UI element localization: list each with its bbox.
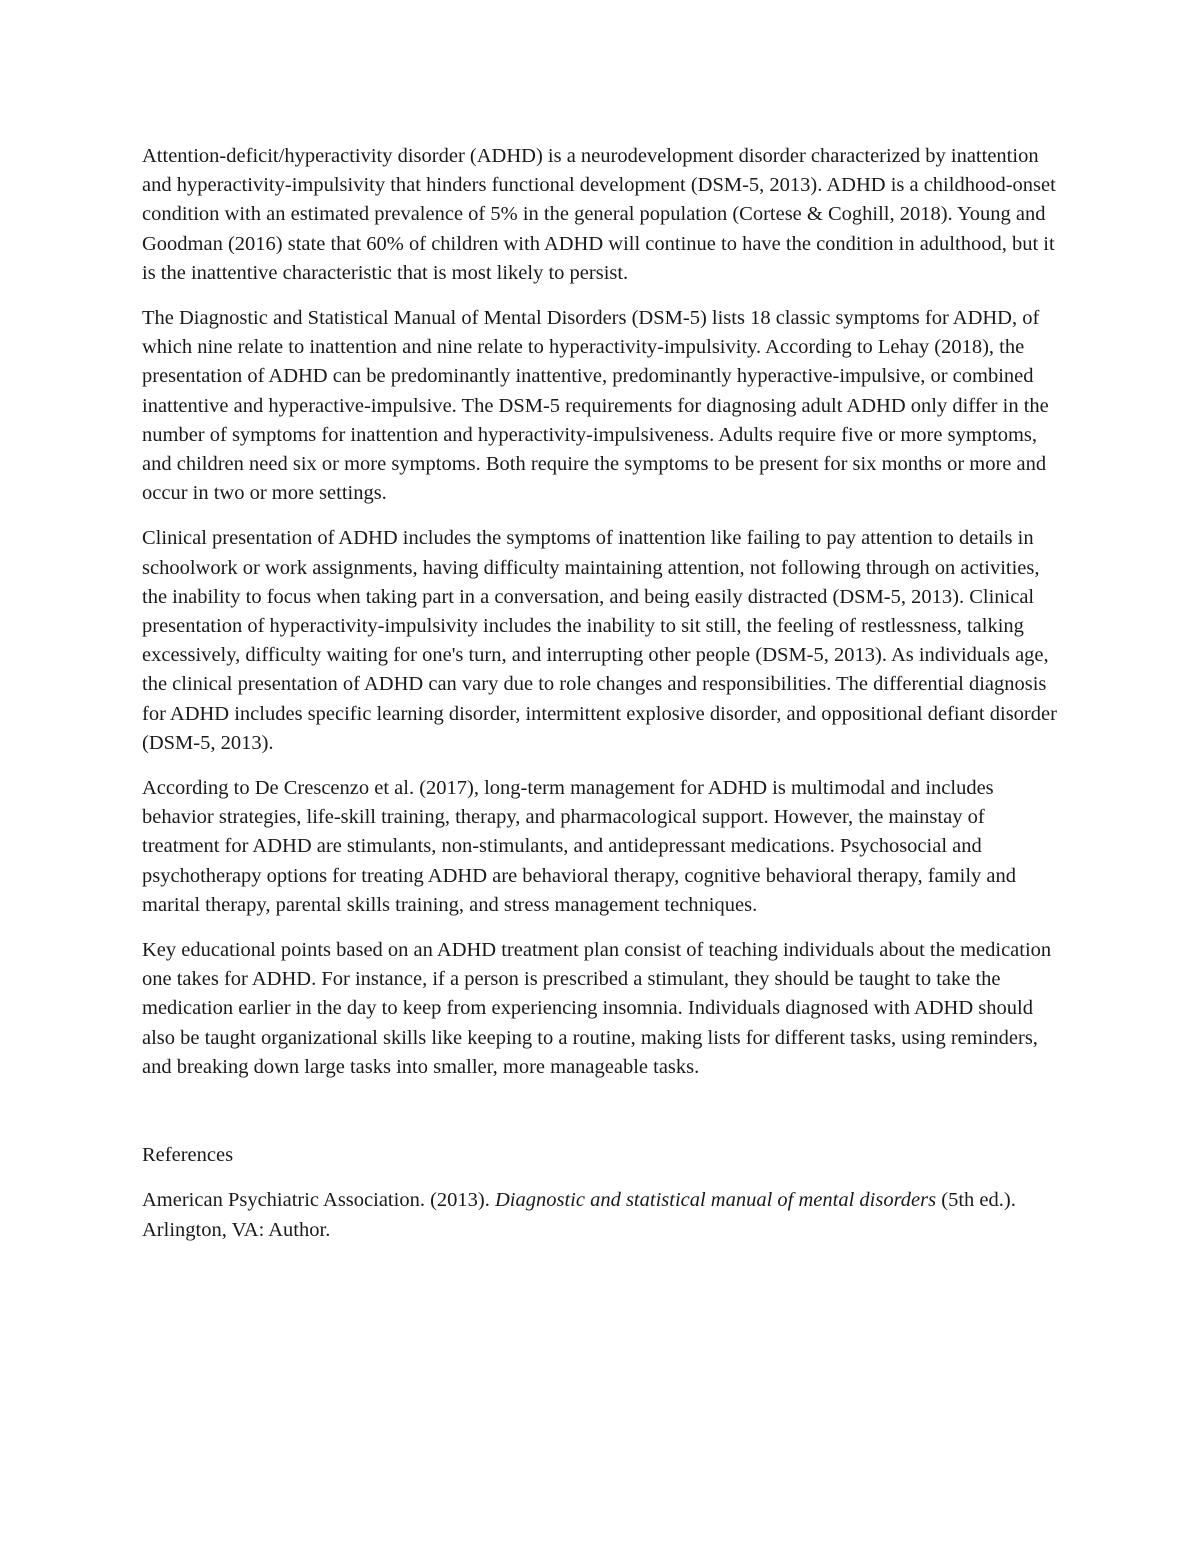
reference-author-date: American Psychiatric Association. (2013).: [142, 1189, 495, 1212]
reference-title: Diagnostic and statistical manual of mental disorders: [494, 1189, 937, 1212]
reference-publication-info: (5th ed.). Arlington, VA: Author.: [142, 1189, 1016, 1241]
paragraph-management: According to De Crescenzo et al. (2017), long-term management for ADHD is multimodal and includes behavior strategies, life-skill training, therapy, and pharmacological support. However, the mainstay of treatment for ADHD are stimulants, non-stimulants, and antidepressant medications. Psychosocial and psychotherapy options for treating ADHD are behavioral therapy, cognitive behavioral therapy, family and marital therapy, parental skills training, and stress management techniques.: [142, 777, 1016, 916]
paragraph-adhd-definition: Attention-deficit/hyperactivity disorder (ADHD) is a neurodevelopment disorder characterized by inattention and hyperactivity-impulsivity that hinders functional development (DSM-5, 2013). ADHD is a childhood-onset condition with an estimated prevalence of 5% in the general population (Cortese & Coghill, 2018). Young and Goodman (2016) state that 60% of children with ADHD will continue to have the condition in adulthood, but it is the inattentive characteristic that is most likely to persist.: [142, 145, 1056, 284]
paragraph-dsm5-criteria: The Diagnostic and Statistical Manual of Mental Disorders (DSM-5) lists 18 classic symptoms for ADHD, of which nine relate to inattention and nine relate to hyperactivity-impulsivity. According to Lehay (2018), the presentation of ADHD can be predominantly inattentive, predominantly hyperactive-impulsive, or combined inattentive and hyperactive-impulsive. The DSM-5 requirements for diagnosing adult ADHD only differ in the number of symptoms for inattention and hyperactivity-impulsiveness. Adults require five or more symptoms, and children need six or more symptoms. Both require the symptoms to be present for six months or more and occur in two or more settings.: [142, 307, 1049, 505]
paragraph-education-points: Key educational points based on an ADHD treatment plan consist of teaching individuals about the medication one takes for ADHD. For instance, if a person is prescribed a stimulant, they should be taught to take the medication earlier in the day to keep from experiencing insomnia. Individuals diagnosed with ADHD should also be taught organizational skills like keeping to a routine, making lists for different tasks, using reminders, and breaking down large tasks into smaller, more manageable tasks.: [142, 939, 1052, 1078]
paragraph-clinical-presentation: Clinical presentation of ADHD includes the symptoms of inattention like failing to pay attention to details in schoolwork or work assignments, having difficulty maintaining attention, not following through on activities, the inability to focus when taking part in a conversation, and being easily distracted (DSM-5, 2013). Clinical presentation of hyperactivity-impulsivity includes the inability to sit still, the feeling of restlessness, talking excessively, difficulty waiting for one's turn, and interrupting other people (DSM-5, 2013). As individuals age, the clinical presentation of ADHD can vary due to role changes and responsibilities. The differential diagnosis for ADHD includes specific learning disorder, intermittent explosive disorder, and oppositional defiant disorder (DSM-5, 2013).: [142, 527, 1057, 754]
references-heading: References: [142, 1144, 234, 1167]
document-body: [142, 142, 1062, 1245]
reference-entry: [142, 1186, 1062, 1244]
